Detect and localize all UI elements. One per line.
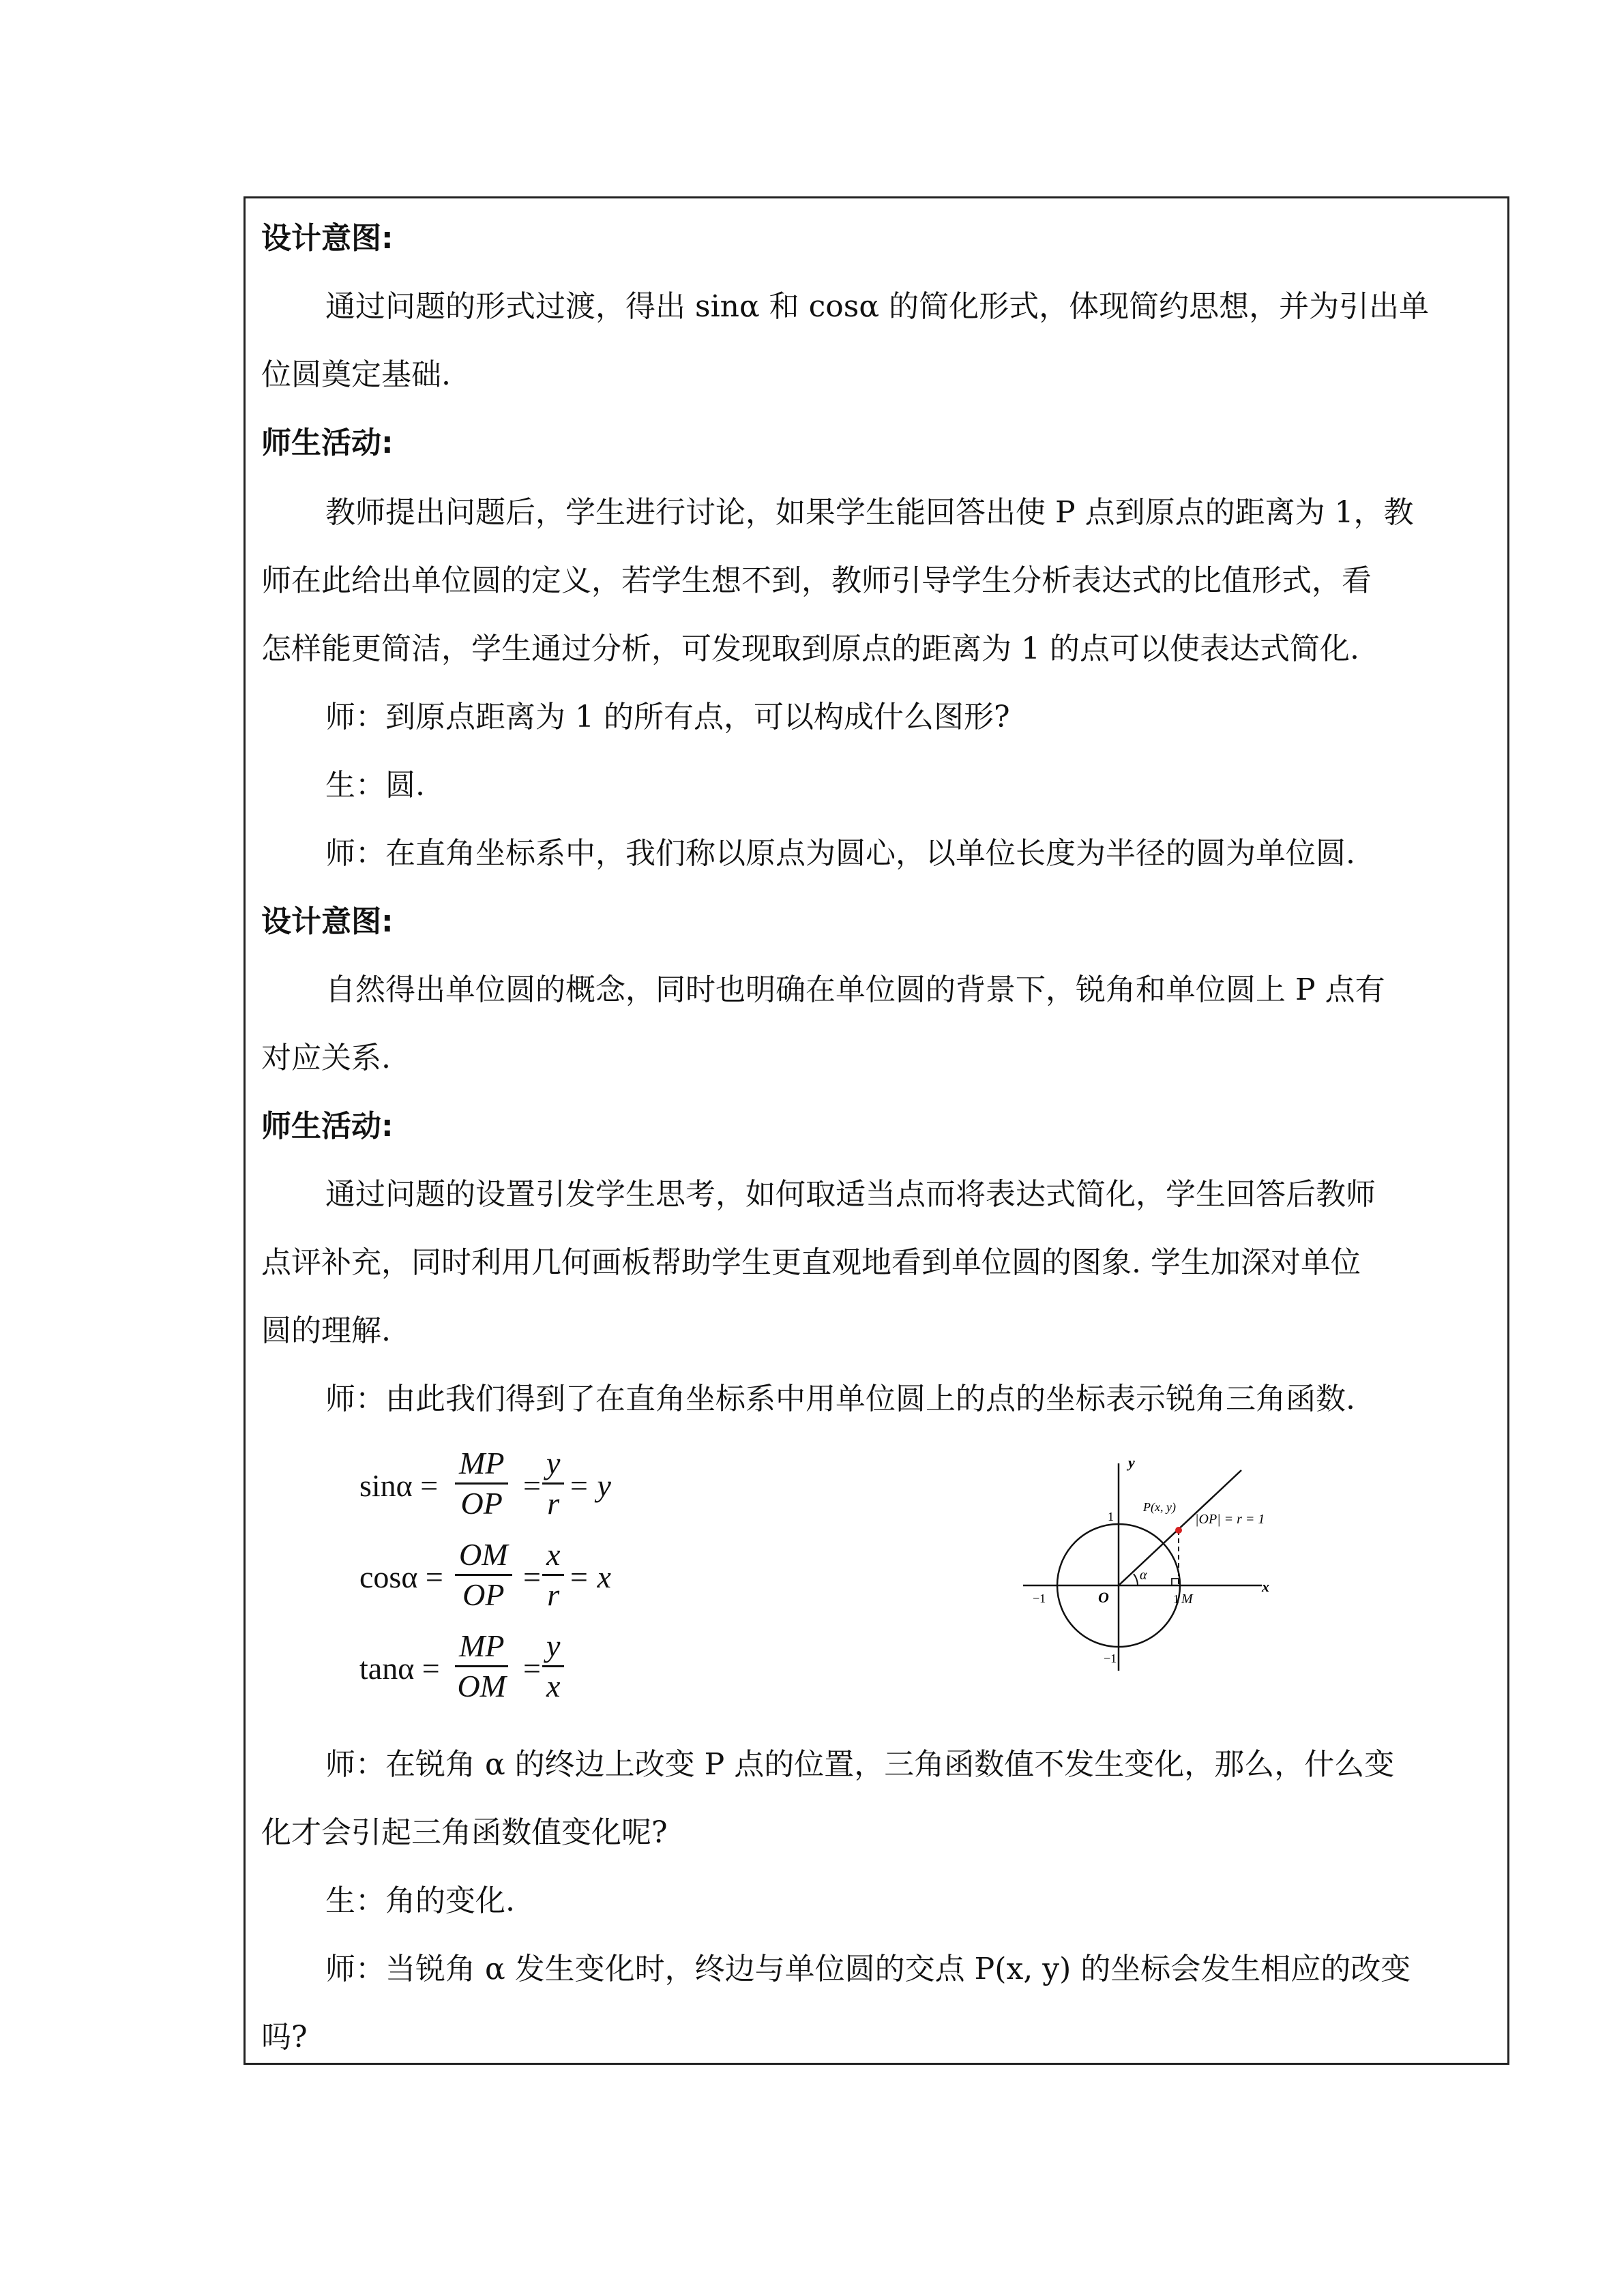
content-frame [243,196,1509,2065]
dialogue-line: 师：到原点距离为 1 的所有点，可以构成什么图形? [325,700,1010,734]
y-axis-label: y [1128,1454,1135,1471]
trig-formulas: sinα = $\frac{MP}{OP}$ = $\frac{y}{r}$ = y cosα = $\frac{OM}{OP}$ = $\frac{x}{r}$ = x tanα = $\frac{MP}{OM}$ = $\frac{y}{x}$ [359,1440,714,1713]
fraction: $\frac{y}{x}$ [542,1627,564,1705]
fraction: $\frac{y}{r}$ [542,1444,564,1523]
paragraph-line: 圆的理解. [261,1313,391,1348]
radius-note: |OP| = r = 1 [1195,1512,1265,1527]
formula-lhs: sinα = [359,1468,439,1503]
dialogue-line: 师：在直角坐标系中，我们称以原点为圆心，以单位长度为半径的圆为单位圆. [325,836,1355,871]
formula-lhs: cosα = [359,1560,443,1594]
section-heading-activity: 师生活动: [261,1109,394,1144]
section-heading-design-intent: 设计意图: [261,221,394,256]
paragraph-line: 师在此给出单位圆的定义，若学生想不到，教师引导学生分析表达式的比值形式，看 [261,563,1372,598]
angle-arc [1134,1574,1138,1585]
paragraph-line: 教师提出问题后，学生进行讨论，如果学生能回答出使 P 点到原点的距离为 1，教 [325,495,1414,530]
tick-label: 1 [1173,1592,1179,1606]
fraction: $\frac{OM}{OP}$ [455,1536,512,1614]
paragraph-line: 吗? [261,2020,308,2055]
paragraph-line: 点评补充，同时利用几何画板帮助学生更直观地看到单位圆的图象. 学生加深对单位 [261,1245,1361,1280]
tick-label: −1 [1104,1652,1117,1665]
paragraph-line: 自然得出单位圆的概念，同时也明确在单位圆的背景下，锐角和单位圆上 P 点有 [325,972,1385,1007]
dialogue-line: 生：角的变化. [325,1883,515,1918]
paragraph-line: 对应关系. [261,1041,391,1075]
paragraph-line: 怎样能更简洁，学生通过分析，可发现取到原点的距离为 1 的点可以使表达式简化. [261,631,1359,666]
dialogue-line: 生：圆. [325,768,425,803]
angle-label: α [1140,1568,1147,1583]
tick-label: 1 [1108,1510,1114,1523]
section-heading-design-intent: 设计意图: [261,904,394,939]
foot-label: M [1181,1592,1193,1607]
origin-label: O [1098,1589,1109,1606]
point-p [1175,1527,1182,1534]
fraction: $\frac{MP}{OP}$ [455,1444,508,1523]
tick-label: −1 [1033,1592,1046,1605]
paragraph-line: 通过问题的设置引发学生思考，如何取适当点而将表达式简化，学生回答后教师 [325,1177,1376,1212]
dialogue-line: 师：当锐角 α 发生变化时，终边与单位圆的交点 P(x, y) 的坐标会发生相应的改变 [325,1952,1411,1986]
section-heading-activity: 师生活动: [261,426,394,460]
paragraph-line: 位圆奠定基础. [261,357,451,392]
paragraph-line: 通过问题的形式过渡，得出 sinα 和 cosα 的简化形式，体现简约思想，并为引出单 [325,289,1430,324]
unit-circle-diagram [1016,1451,1282,1676]
dialogue-line: 师：由此我们得到了在直角坐标系中用单位圆上的点的坐标表示锐角三角函数. [325,1382,1355,1416]
right-angle-mark [1172,1579,1179,1585]
paragraph-line: 化才会引起三角函数值变化呢? [261,1815,668,1850]
x-axis-label: x [1262,1578,1269,1595]
fraction: $\frac{MP}{OM}$ [455,1627,508,1705]
formula-lhs: tanα = [359,1651,440,1686]
dialogue-line: 师：在锐角 α 的终边上改变 P 点的位置，三角函数值不发生变化，那么，什么变 [325,1747,1395,1782]
fraction: $\frac{x}{r}$ [542,1536,564,1614]
point-p-label: P(x, y) [1143,1500,1176,1514]
